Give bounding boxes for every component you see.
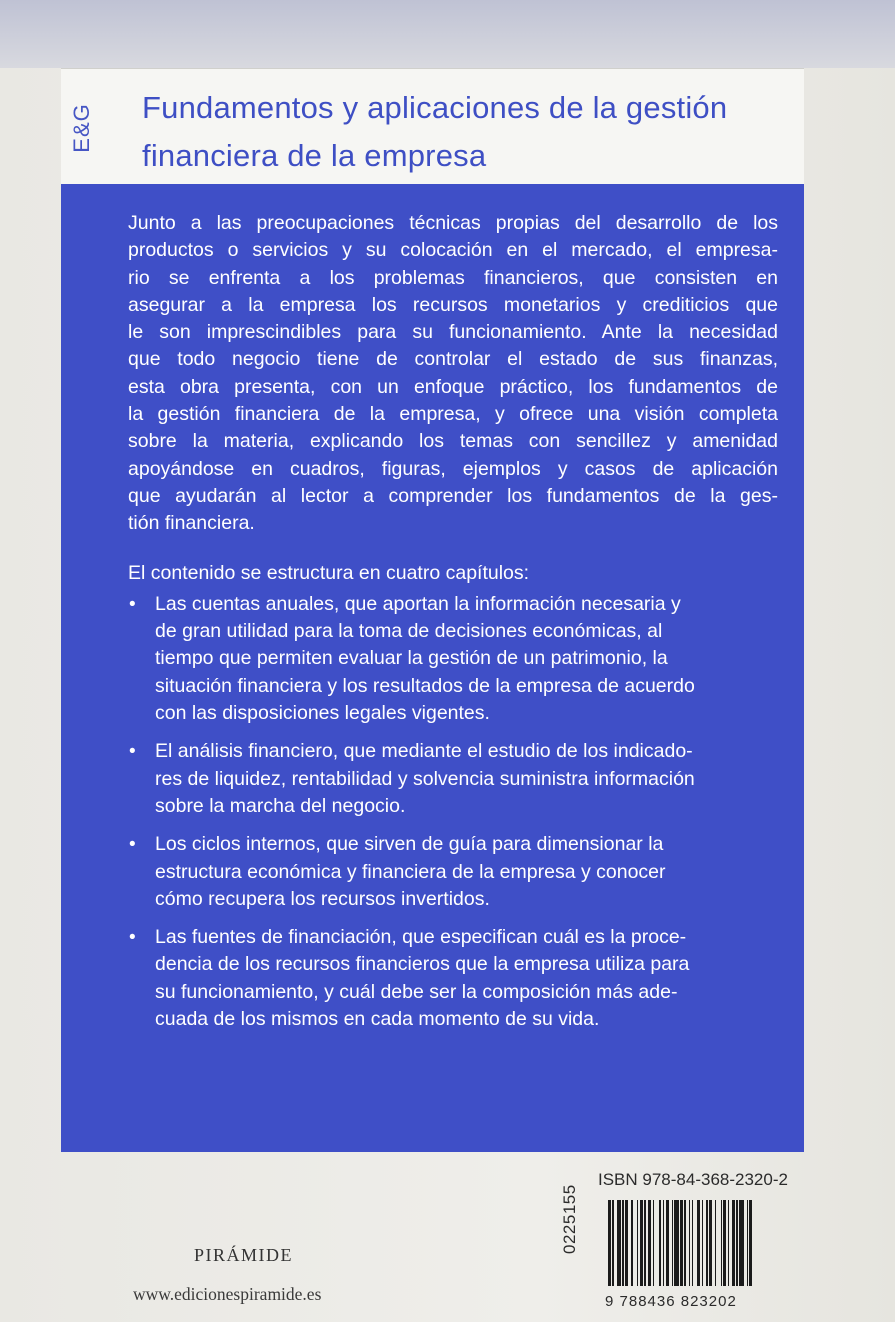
intro-line: la gestión financiera de la empresa, y ofrece una visión completa (128, 403, 778, 426)
product-code: 0225155 (560, 1184, 579, 1254)
barcode-digits: 9 788436 823202 (605, 1293, 737, 1310)
list-item-line: su funcionamiento, y cuál debe ser la composición más ade- (155, 980, 678, 1003)
intro-paragraph (128, 210, 778, 538)
list-item-line: tiempo que permiten evaluar la gestión de un patrimonio, la (155, 647, 668, 670)
list-item (128, 924, 778, 1033)
intro-line: que todo negocio tiene de controlar el estado de sus finanzas, (128, 348, 778, 371)
list-item-line: El análisis financiero, que mediante el estudio de los indicado- (155, 740, 693, 763)
list-item-line: cómo recupera los recursos invertidos. (155, 887, 490, 910)
publisher-logo: PIRÁMIDE (194, 1245, 294, 1265)
list-item-line: dencia de los recursos financieros que la empresa utiliza para (155, 953, 690, 976)
top-edge (0, 0, 895, 68)
intro-line: rio se enfrenta a los problemas financieros, que consisten en (128, 266, 778, 289)
publisher-website: www.edicionespiramide.es (133, 1284, 322, 1304)
intro-line: tión financiera. (128, 512, 255, 535)
list-item-line: de gran utilidad para la toma de decisiones económicas, al (155, 620, 663, 643)
intro-line: asegurar a la empresa los recursos monetarios y crediticios que (128, 293, 778, 316)
book-title (142, 84, 782, 180)
bullet-icon: • (129, 927, 136, 949)
intro-line: Junto a las preocupaciones técnicas propias del desarrollo de los (128, 212, 778, 234)
intro-line: sobre la materia, explicando los temas con sencillez y amenidad (128, 430, 778, 453)
intro-line: le son imprescindibles para su funcionamiento. Ante la necesidad (128, 321, 778, 344)
barcode-icon (608, 1200, 794, 1286)
list-item-line: con las disposiciones legales vigentes. (155, 702, 490, 725)
list-item-line: Las cuentas anuales, que aportan la información necesaria y (155, 592, 681, 615)
intro-line: apoyándose en cuadros, figuras, ejemplos y casos de aplicación (128, 457, 778, 480)
list-item (128, 738, 778, 820)
contents-heading: El contenido se estructura en cuatro capítulos: (128, 561, 530, 584)
list-item-line: Las fuentes de financiación, que especifican cuál es la proce- (155, 926, 687, 949)
isbn-label: ISBN 978-84-368-2320-2 (598, 1170, 788, 1189)
list-item (128, 591, 778, 727)
list-item-line: estructura económica y financiera de la empresa y conocer (155, 860, 666, 883)
list-item-line: situación financiera y los resultados de la empresa de acuerdo (155, 674, 695, 697)
book-title-line: Fundamentos y aplicaciones de la gestión (142, 90, 728, 125)
description-text (128, 210, 778, 1044)
list-item (128, 831, 778, 913)
barcode-bar (752, 1200, 753, 1286)
list-item-line: cuada de los mismos en cada momento de su vida. (155, 1008, 600, 1031)
list-item-line: Los ciclos internos, que sirven de guía para dimensionar la (155, 833, 664, 856)
bullet-icon: • (129, 834, 136, 856)
intro-line: que ayudarán al lector a comprender los fundamentos de la ges- (128, 484, 778, 507)
series-label: E&G (69, 103, 94, 153)
chapter-list (128, 591, 778, 1033)
bullet-icon: • (129, 593, 136, 615)
list-item-line: sobre la marcha del negocio. (155, 794, 406, 817)
intro-line: esta obra presenta, con un enfoque práctico, los fundamentos de (128, 375, 778, 398)
bullet-icon: • (129, 741, 136, 763)
intro-line: productos o servicios y su colocación en el mercado, el empresa- (128, 239, 778, 262)
book-title-line: financiera de la empresa (142, 138, 487, 173)
list-item-line: res de liquidez, rentabilidad y solvencia suministra información (155, 767, 695, 790)
